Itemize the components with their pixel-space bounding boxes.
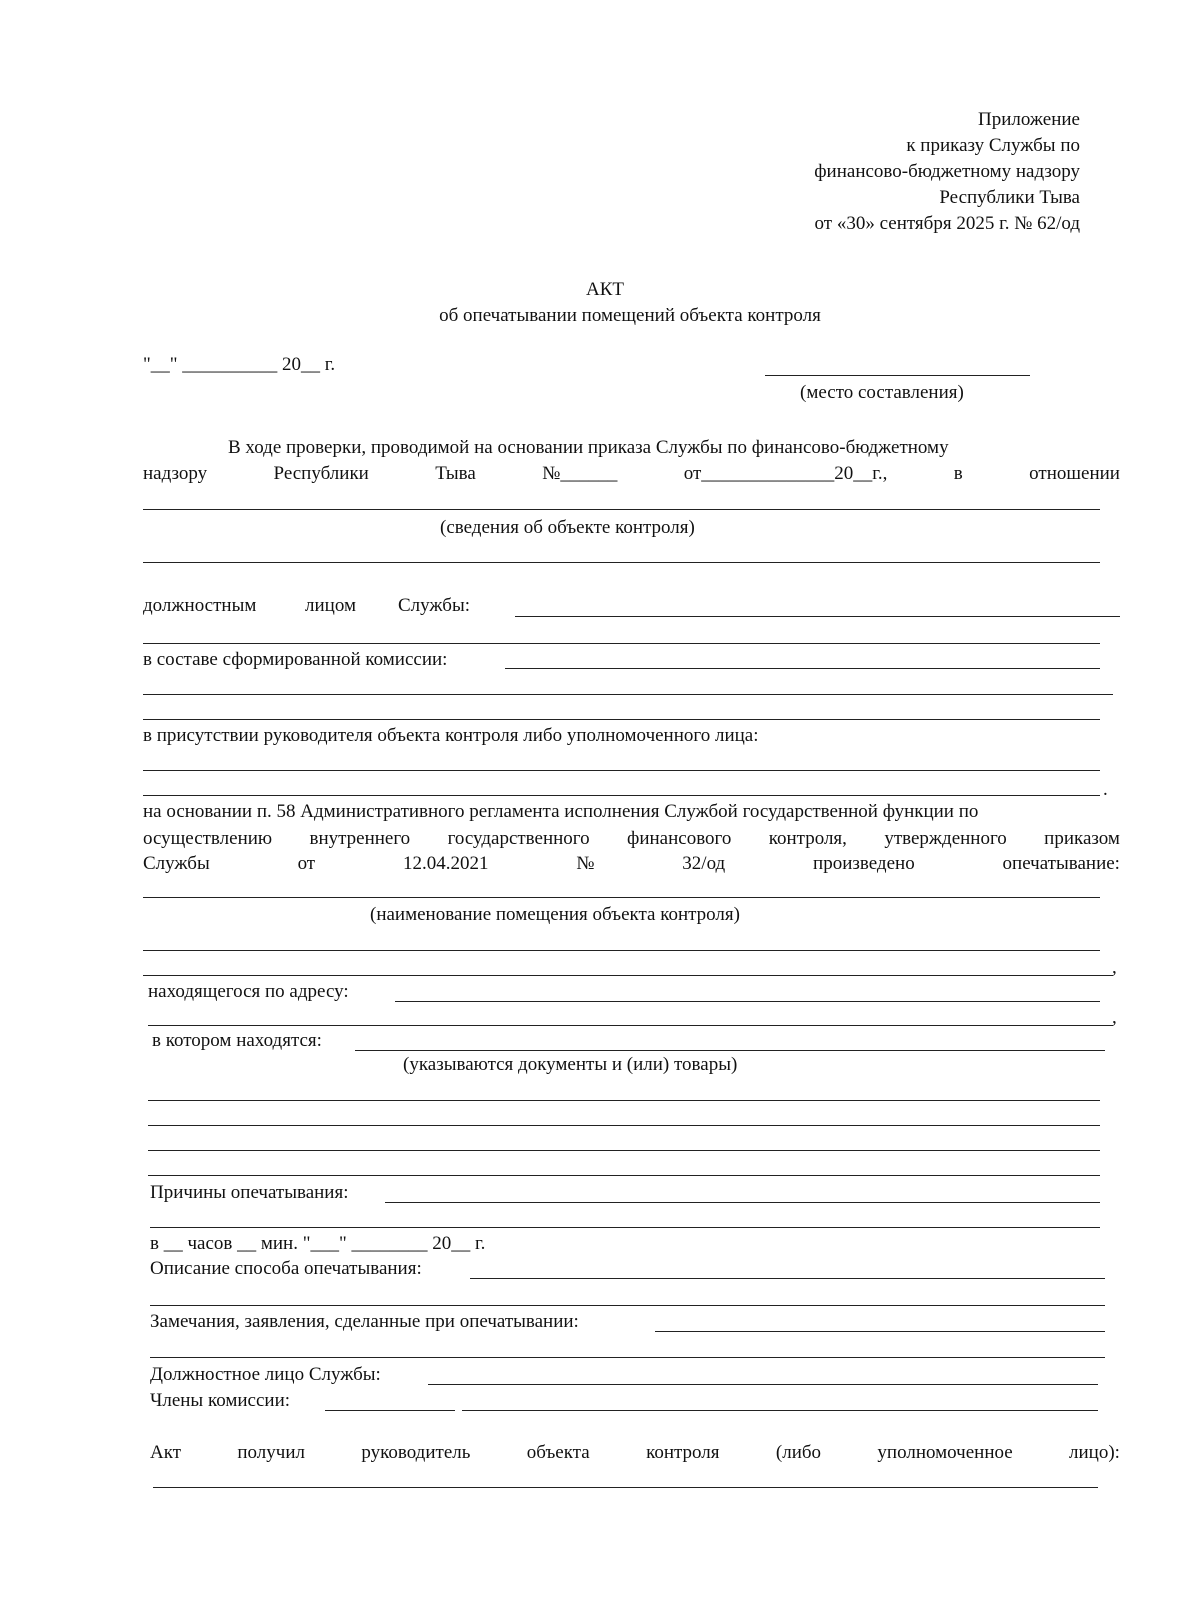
commission-line[interactable] <box>143 719 1100 720</box>
official-signature-label: Должностное лицо Службы: <box>150 1364 381 1385</box>
basis-word: утвержденного <box>884 828 1007 849</box>
received-word: лицо): <box>1069 1442 1120 1463</box>
intro-line-justified <box>143 464 1120 483</box>
contains-line[interactable] <box>148 1125 1100 1126</box>
order-ref-line: финансово-бюджетному надзору <box>814 161 1080 182</box>
official-signature-line[interactable] <box>428 1384 1098 1385</box>
commission-line[interactable] <box>505 668 1100 669</box>
line-end-period: . <box>1103 779 1108 800</box>
basis-word: произведено <box>813 853 915 874</box>
remarks-label: Замечания, заявления, сделанные при опечатывании: <box>150 1311 579 1332</box>
line-end-comma: , <box>1112 957 1117 978</box>
official-word: лицом <box>305 595 356 616</box>
reasons-line[interactable] <box>385 1202 1100 1203</box>
basis-word: осуществлению <box>143 828 273 849</box>
basis-line: на основании п. 58 Административного регламента исполнения Службой государственной функции по <box>143 801 979 822</box>
presence-label: в присутствии руководителя объекта контроля либо уполномоченного лица: <box>143 725 759 746</box>
method-line[interactable] <box>150 1305 1105 1306</box>
date-template: "__" __________ 20__ г. <box>143 354 336 375</box>
premises-line[interactable] <box>143 897 1100 898</box>
address-line[interactable] <box>395 1001 1100 1002</box>
basis-word: приказом <box>1044 828 1120 849</box>
appendix-label: Приложение <box>978 109 1080 130</box>
basis-word: от <box>297 853 316 874</box>
contains-label: в котором находятся: <box>152 1030 322 1051</box>
premises-caption: (наименование помещения объекта контроля) <box>370 904 740 925</box>
received-line[interactable] <box>153 1487 1098 1488</box>
basis-word: 32/од <box>682 853 726 874</box>
line-end-comma: , <box>1112 1007 1117 1028</box>
reasons-label: Причины опечатывания: <box>150 1182 349 1203</box>
address-label: находящегося по адресу: <box>148 981 349 1002</box>
remarks-line[interactable] <box>655 1331 1105 1332</box>
intro-word: в <box>953 463 963 484</box>
received-line-justified <box>150 1443 1120 1462</box>
received-word: (либо <box>775 1442 822 1463</box>
basis-word: № <box>576 853 595 874</box>
presence-line[interactable] <box>143 795 1100 796</box>
basis-word: Службы <box>143 853 210 874</box>
basis-word: государственного <box>447 828 590 849</box>
doc-subtitle: об опечатывании помещений объекта контроля <box>439 305 821 326</box>
basis-line-justified <box>143 854 1120 873</box>
order-ref-line: Республики Тыва <box>939 187 1080 208</box>
official-word: Службы: <box>398 595 470 616</box>
intro-word: Тыва <box>435 463 476 484</box>
basis-word: опечатывание: <box>1002 853 1120 874</box>
received-word: уполномоченное <box>877 1442 1013 1463</box>
object-line[interactable] <box>143 562 1100 563</box>
basis-word: внутреннего <box>309 828 411 849</box>
intro-word: Республики <box>273 463 369 484</box>
received-word: контроля <box>646 1442 720 1463</box>
time-template: в __ часов __ мин. "___" ________ 20__ г. <box>150 1233 486 1254</box>
intro-word: надзору <box>143 463 208 484</box>
intro-word: отношении <box>1029 463 1120 484</box>
contains-caption: (указываются документы и (или) товары) <box>403 1054 738 1075</box>
place-caption: (место составления) <box>800 382 964 403</box>
official-line[interactable] <box>143 643 1100 644</box>
basis-word: контроля, <box>768 828 847 849</box>
member-signature-line[interactable] <box>325 1410 455 1411</box>
received-word: Акт <box>150 1442 182 1463</box>
basis-word: 12.04.2021 <box>402 853 489 874</box>
address-line[interactable] <box>148 1025 1113 1026</box>
basis-line-justified <box>143 829 1120 848</box>
object-line[interactable] <box>143 509 1100 510</box>
place-line[interactable] <box>765 375 1030 376</box>
intro-line: В ходе проверки, проводимой на основании приказа Службы по финансово-бюджетному <box>228 437 949 458</box>
members-label: Члены комиссии: <box>150 1390 291 1411</box>
contains-line[interactable] <box>148 1150 1100 1151</box>
method-label: Описание способа опечатывания: <box>150 1258 422 1279</box>
official-line[interactable] <box>515 616 1120 617</box>
premises-line[interactable] <box>143 950 1100 951</box>
received-word: руководитель <box>361 1442 471 1463</box>
contains-line[interactable] <box>148 1100 1100 1101</box>
contains-line[interactable] <box>355 1050 1105 1051</box>
received-word: объекта <box>526 1442 590 1463</box>
basis-word: финансового <box>627 828 732 849</box>
official-word: должностным <box>143 595 257 616</box>
presence-line[interactable] <box>143 770 1100 771</box>
intro-word: №______ <box>542 463 618 484</box>
member-name-line[interactable] <box>462 1410 1098 1411</box>
order-date-number: от «30» сентября 2025 г. № 62/од <box>814 213 1080 234</box>
reasons-line[interactable] <box>150 1227 1100 1228</box>
order-ref-line: к приказу Службы по <box>906 135 1080 156</box>
commission-line[interactable] <box>143 694 1113 695</box>
commission-label: в составе сформированной комиссии: <box>143 649 448 670</box>
intro-word: от______________20__г., <box>683 463 888 484</box>
premises-line[interactable] <box>143 975 1113 976</box>
received-word: получил <box>237 1442 305 1463</box>
contains-line[interactable] <box>148 1175 1100 1176</box>
method-line[interactable] <box>470 1278 1105 1279</box>
doc-title: АКТ <box>586 279 624 300</box>
object-caption: (сведения об объекте контроля) <box>440 517 695 538</box>
remarks-line[interactable] <box>150 1357 1105 1358</box>
